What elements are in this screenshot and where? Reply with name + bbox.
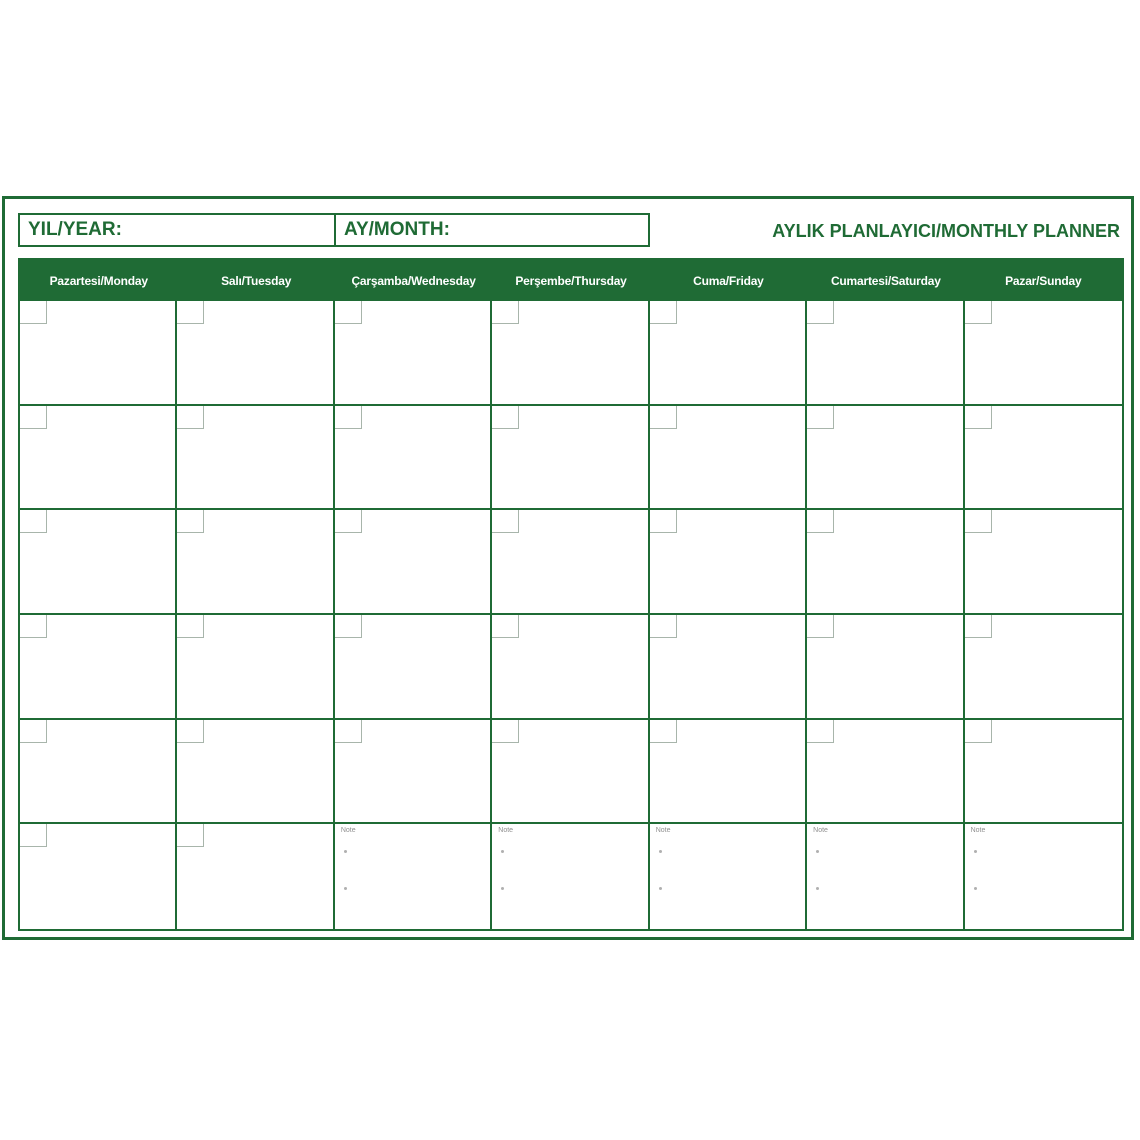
note-cell[interactable] (335, 824, 492, 929)
date-number-box[interactable] (650, 720, 677, 743)
date-number-box[interactable] (492, 720, 519, 743)
date-number-box[interactable] (807, 301, 834, 324)
bullet-dot-icon (501, 850, 504, 853)
day-cell[interactable] (20, 406, 177, 511)
day-cell[interactable] (177, 720, 334, 825)
date-number-box[interactable] (177, 406, 204, 429)
date-number-box[interactable] (492, 510, 519, 533)
date-number-box[interactable] (650, 406, 677, 429)
day-cell[interactable] (177, 406, 334, 511)
bullet-dot-icon (659, 887, 662, 890)
note-label: Note (970, 827, 986, 835)
day-header: Çarşamba/Wednesday (335, 260, 492, 301)
note-label: Note (498, 827, 514, 835)
note-cell[interactable] (807, 824, 964, 929)
day-cell[interactable] (335, 510, 492, 615)
day-cell[interactable] (492, 301, 649, 406)
date-number-box[interactable] (965, 406, 992, 429)
day-cell[interactable] (177, 510, 334, 615)
date-number-box[interactable] (177, 824, 204, 847)
note-label: Note (340, 827, 356, 835)
date-number-box[interactable] (20, 406, 47, 429)
day-cell[interactable] (965, 510, 1122, 615)
day-header: Cuma/Friday (650, 260, 807, 301)
day-cell[interactable] (965, 406, 1122, 511)
date-number-box[interactable] (807, 615, 834, 638)
calendar-grid (18, 258, 1124, 931)
note-cell[interactable] (965, 824, 1122, 929)
day-cell[interactable] (807, 406, 964, 511)
date-number-box[interactable] (492, 615, 519, 638)
day-cell[interactable] (807, 301, 964, 406)
bullet-dot-icon (501, 887, 504, 890)
date-number-box[interactable] (335, 720, 362, 743)
date-number-box[interactable] (20, 510, 47, 533)
note-label: Note (813, 827, 828, 835)
day-cell[interactable] (20, 824, 177, 929)
day-cell[interactable] (335, 301, 492, 406)
date-number-box[interactable] (177, 720, 204, 743)
day-cell[interactable] (177, 301, 334, 406)
day-cell[interactable] (650, 720, 807, 825)
day-cell[interactable] (20, 615, 177, 720)
day-header: Salı/Tuesday (177, 260, 334, 301)
date-number-box[interactable] (650, 510, 677, 533)
date-number-box[interactable] (807, 510, 834, 533)
date-number-box[interactable] (492, 301, 519, 324)
day-header: Perşembe/Thursday (492, 260, 649, 301)
month-field[interactable] (334, 213, 650, 247)
date-number-box[interactable] (650, 615, 677, 638)
bullet-dot-icon (344, 850, 347, 853)
date-number-box[interactable] (965, 510, 992, 533)
bullet-dot-icon (816, 850, 819, 853)
date-number-box[interactable] (177, 301, 204, 324)
note-cell[interactable] (492, 824, 649, 929)
note-label: Note (655, 827, 671, 835)
day-cell[interactable] (492, 615, 649, 720)
day-header: Pazar/Sunday (965, 260, 1122, 301)
day-cell[interactable] (807, 510, 964, 615)
date-number-box[interactable] (177, 615, 204, 638)
date-number-box[interactable] (20, 720, 47, 743)
day-cell[interactable] (177, 615, 334, 720)
day-cell[interactable] (335, 720, 492, 825)
date-number-box[interactable] (650, 301, 677, 324)
year-field[interactable] (18, 213, 336, 247)
day-cell[interactable] (650, 301, 807, 406)
day-header: Cumartesi/Saturday (807, 260, 964, 301)
date-number-box[interactable] (807, 406, 834, 429)
date-number-box[interactable] (965, 720, 992, 743)
note-cell[interactable] (650, 824, 807, 929)
day-cell[interactable] (492, 510, 649, 615)
date-number-box[interactable] (807, 720, 834, 743)
date-number-box[interactable] (20, 301, 47, 324)
day-cell[interactable] (965, 301, 1122, 406)
date-number-box[interactable] (335, 301, 362, 324)
day-cell[interactable] (965, 720, 1122, 825)
bullet-dot-icon (974, 887, 977, 890)
date-number-box[interactable] (335, 510, 362, 533)
date-number-box[interactable] (20, 824, 47, 847)
day-cell[interactable] (965, 615, 1122, 720)
monthly-planner-board (2, 196, 1134, 940)
date-number-box[interactable] (965, 615, 992, 638)
day-cell[interactable] (20, 301, 177, 406)
bullet-dot-icon (974, 850, 977, 853)
day-cell[interactable] (807, 615, 964, 720)
date-number-box[interactable] (492, 406, 519, 429)
day-cell[interactable] (807, 720, 964, 825)
day-cell[interactable] (177, 824, 334, 929)
date-number-box[interactable] (20, 615, 47, 638)
day-cell[interactable] (650, 406, 807, 511)
day-header: Pazartesi/Monday (20, 260, 177, 301)
day-cell[interactable] (492, 406, 649, 511)
day-cell[interactable] (335, 406, 492, 511)
day-cell[interactable] (20, 510, 177, 615)
date-number-box[interactable] (177, 510, 204, 533)
date-number-box[interactable] (335, 615, 362, 638)
year-label: YIL/YEAR: (28, 219, 122, 240)
day-cell[interactable] (650, 615, 807, 720)
bullet-dot-icon (816, 887, 819, 890)
date-number-box[interactable] (965, 301, 992, 324)
day-cell[interactable] (492, 720, 649, 825)
day-cell[interactable] (20, 720, 177, 825)
bullet-dot-icon (659, 850, 662, 853)
day-cell[interactable] (650, 510, 807, 615)
planner-title: AYLIK PLANLAYICI/MONTHLY PLANNER (772, 221, 1120, 241)
day-cell[interactable] (335, 615, 492, 720)
bullet-dot-icon (344, 887, 347, 890)
date-number-box[interactable] (335, 406, 362, 429)
month-label: AY/MONTH: (344, 219, 450, 240)
